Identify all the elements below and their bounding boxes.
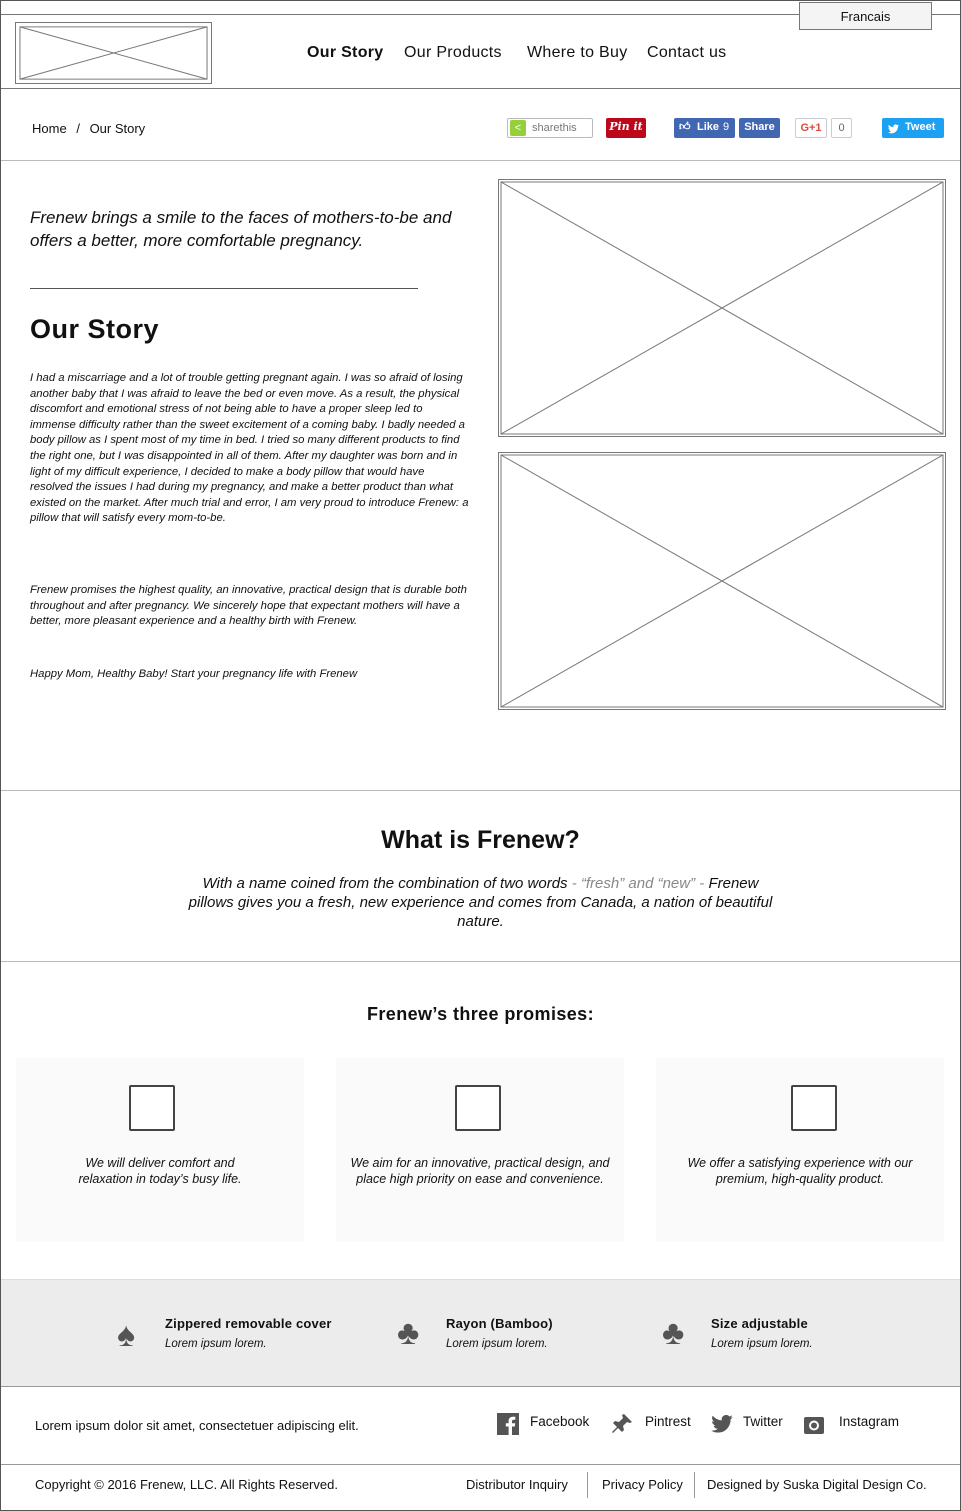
spacer xyxy=(1,1242,960,1279)
gplus-button[interactable]: G+1 xyxy=(795,118,827,138)
promise-icon-placeholder xyxy=(129,1085,175,1131)
promise-icon-placeholder xyxy=(455,1085,501,1131)
club-icon: ♣ xyxy=(662,1314,685,1352)
section-divider xyxy=(1,961,960,962)
promise-card xyxy=(336,1058,624,1242)
nav-our-products[interactable]: Our Products xyxy=(404,44,502,61)
image-placeholder xyxy=(498,452,946,710)
logo-placeholder[interactable] xyxy=(15,22,212,84)
story-paragraph: Happy Mom, Healthy Baby! Start your pregnancy life with Frenew xyxy=(30,668,358,680)
breadcrumb-home[interactable]: Home xyxy=(32,121,67,136)
spade-icon: ♠ xyxy=(117,1316,136,1354)
twitter-bird-icon xyxy=(888,122,899,132)
gplus-count: 0 xyxy=(831,118,852,138)
club-icon: ♣ xyxy=(397,1314,420,1352)
breadcrumb xyxy=(32,121,145,136)
promise-text: We offer a satisfying experience with our premium, high-quality product. xyxy=(687,1156,913,1186)
social-twitter[interactable]: Twitter xyxy=(743,1414,783,1429)
tagline: Frenew brings a smile to the faces of mothers-to-be and offers a better, more comfortable pregnancy. xyxy=(30,208,452,250)
features-band xyxy=(1,1279,960,1387)
section-divider xyxy=(1,790,960,791)
feature-title: Rayon (Bamboo) xyxy=(446,1316,553,1331)
what-is-text: With a name coined from the combination of two words - “fresh” and “new” - Frenew pillows gives you a fresh, new experience and comes from Canada, a nation of beautiful nature. xyxy=(188,875,773,930)
breadcrumb-separator: / xyxy=(76,121,80,136)
camera-icon[interactable] xyxy=(803,1414,825,1436)
footer-link-designer[interactable]: Designed by Suska Digital Design Co. xyxy=(707,1477,927,1492)
promises-heading: Frenew’s three promises: xyxy=(366,1004,594,1024)
image-placeholder xyxy=(498,179,946,437)
nav-where-to-buy[interactable]: Where to Buy xyxy=(527,44,628,61)
thumbs-up-icon: 👍︎ xyxy=(679,121,691,133)
social-pintrest[interactable]: Pintrest xyxy=(645,1414,691,1429)
story-paragraph: I had a miscarriage and a lot of trouble getting pregnant again. I was so afraid of losing another baby that I was afraid to leave the bed or even move. As a result, the physical discomfort and emotional stress of not being able to have a proper sleep led to immense difficulty rather than the sweet excitement of a coming baby. I badly needed a body pillow as I spent most of my time in bed. I tried so many different products to find the right one, but I was disappointed in all of them. After my daughter was born and in light of my difficult experience, I decided to make a body pillow that would have resolved the issues I had during my pregnancy, and make a better product than what existed on the market. After much trial and error, I am very proud to introduce Frenew: a pillow that will satisfy every mom-to-be. xyxy=(30,372,469,525)
fb-like-button[interactable]: 👍︎ Like 9 xyxy=(674,118,735,138)
feature-subtitle: Lorem ipsum lorem. xyxy=(165,1338,267,1350)
story-paragraph: Frenew promises the highest quality, an innovative, practical design that is durable both throughout and after pregnancy. We sincerely hope that expectant mothers will have a better, more pleasant experience and a healthy birth with Frenew. xyxy=(30,584,467,628)
social-instagram[interactable]: Instagram xyxy=(839,1414,900,1429)
tagline-rule xyxy=(30,288,418,289)
social-facebook[interactable]: Facebook xyxy=(530,1414,590,1429)
what-is-heading: What is Frenew? xyxy=(381,826,580,854)
pinit-button[interactable]: Pin it xyxy=(606,118,646,138)
promise-card xyxy=(16,1058,304,1242)
nav-our-story[interactable]: Our Story xyxy=(307,44,384,61)
breadcrumb-current: Our Story xyxy=(89,121,146,136)
story-heading: Our Story xyxy=(30,314,160,344)
promise-text: We will deliver comfort and relaxation in today’s busy life. xyxy=(78,1156,242,1186)
copyright: Copyright © 2016 Frenew, LLC. All Rights Reserved. xyxy=(35,1477,338,1492)
feature-title: Zippered removable cover xyxy=(165,1316,332,1331)
promise-card xyxy=(656,1058,944,1242)
footer-link-distributor[interactable]: Distributor Inquiry xyxy=(466,1477,568,1492)
promise-text: We aim for an innovative, practical design, and place high priority on ease and convenience. xyxy=(350,1156,610,1186)
promise-icon-placeholder xyxy=(791,1085,837,1131)
header-divider xyxy=(1,88,960,89)
nav-contact-us[interactable]: Contact us xyxy=(647,44,727,61)
twitter-bird-icon[interactable] xyxy=(711,1415,733,1437)
footer-text: Lorem ipsum dolor sit amet, consectetuer adipiscing elit. xyxy=(35,1418,359,1433)
breadcrumb-divider xyxy=(1,160,960,161)
fb-share-button[interactable]: Share xyxy=(739,118,780,138)
footer-separator xyxy=(694,1472,695,1498)
feature-subtitle: Lorem ipsum lorem. xyxy=(711,1338,813,1350)
pushpin-icon[interactable] xyxy=(611,1413,633,1435)
sharethis-button[interactable]: < sharethis xyxy=(507,118,593,138)
feature-title: Size adjustable xyxy=(711,1316,808,1331)
footer-link-privacy[interactable]: Privacy Policy xyxy=(602,1477,683,1492)
sharethis-icon: < xyxy=(510,120,526,136)
language-toggle-button[interactable]: Francais xyxy=(799,2,932,30)
tweet-button[interactable]: Tweet xyxy=(882,118,944,138)
feature-subtitle: Lorem ipsum lorem. xyxy=(446,1338,548,1350)
facebook-icon[interactable] xyxy=(497,1413,519,1435)
footer-divider xyxy=(1,1464,960,1465)
name-origin-highlight: - “fresh” and “new” - xyxy=(571,875,705,892)
footer-separator xyxy=(587,1472,588,1498)
